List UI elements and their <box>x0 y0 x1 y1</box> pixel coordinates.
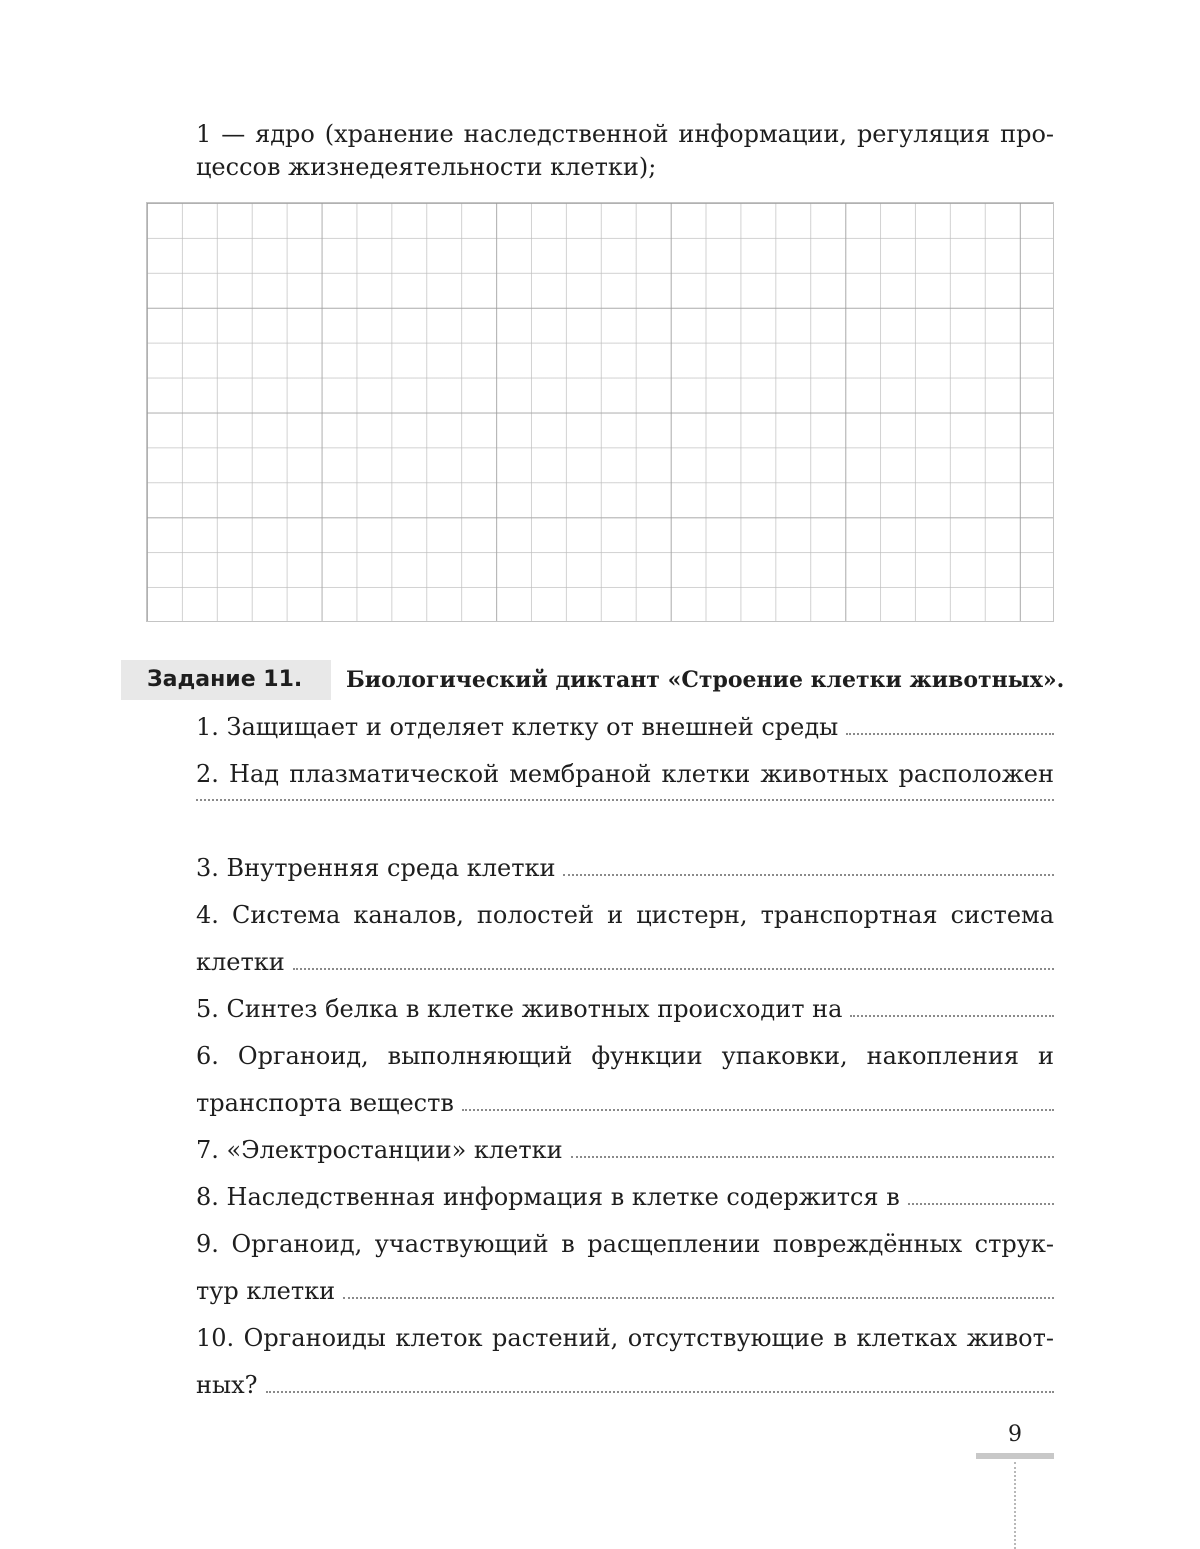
page-margin-rule <box>1014 1462 1016 1549</box>
question-6-text-a: 6. Органоид, выполняющий функции упаковки, накопления и <box>196 1042 1054 1070</box>
question-9-text-b: тур клетки <box>196 1277 336 1305</box>
question-10 <box>196 1315 1054 1409</box>
intro-line-1: 1 — ядро (хранение наследственной информации, регуляция про- <box>196 120 1054 148</box>
page-number: 9 <box>976 1417 1054 1459</box>
question-3-text: 3. Внутренняя среда клетки <box>196 854 556 882</box>
question-4-text-b: клетки <box>196 948 285 976</box>
answer-line-3[interactable] <box>563 873 1054 876</box>
task-title: Биологический диктант «Строение клетки животных». <box>346 667 1065 693</box>
question-1-text: 1. Защищает и отделяет клетку от внешней среды <box>196 713 839 741</box>
question-7 <box>196 1127 1054 1174</box>
answer-line-9[interactable] <box>343 1296 1054 1299</box>
task-badge: Задание 11. <box>121 660 331 700</box>
answer-line-10[interactable] <box>266 1390 1055 1393</box>
question-9 <box>196 1221 1054 1315</box>
question-5 <box>196 986 1054 1033</box>
question-1 <box>196 704 1054 751</box>
question-2 <box>196 751 1054 798</box>
question-4-text-a: 4. Система каналов, полостей и цистерн, транспортная система <box>196 901 1054 929</box>
intro-paragraph <box>196 118 1054 184</box>
drawing-grid[interactable] <box>146 202 1054 622</box>
answer-line-1[interactable] <box>846 732 1054 735</box>
answer-line-4[interactable] <box>293 967 1054 970</box>
question-10-text-a: 10. Органоиды клеток растений, отсутствующие в клетках живот- <box>196 1324 1054 1352</box>
answer-line-5[interactable] <box>850 1014 1054 1017</box>
question-6 <box>196 1033 1054 1127</box>
answer-line-2[interactable] <box>196 798 1054 801</box>
question-8-text: 8. Наследственная информация в клетке содержится в <box>196 1183 900 1211</box>
question-9-text-a: 9. Органоид, участвующий в расщеплении повреждённых струк- <box>196 1230 1054 1258</box>
answer-line-6[interactable] <box>462 1108 1054 1111</box>
question-10-text-b: ных? <box>196 1371 258 1399</box>
question-2-text: 2. Над плазматической мембраной клетки животных расположен <box>196 760 1054 788</box>
answer-line-7[interactable] <box>571 1155 1054 1158</box>
question-3 <box>196 845 1054 892</box>
question-7-text: 7. «Электростанции» клетки <box>196 1136 563 1164</box>
intro-line-2: цессов жизнедеятельности клетки); <box>196 153 657 181</box>
question-5-text: 5. Синтез белка в клетке животных происходит на <box>196 995 843 1023</box>
question-8 <box>196 1174 1054 1221</box>
question-2-answer <box>196 798 1054 801</box>
question-6-text-b: транспорта веществ <box>196 1089 454 1117</box>
answer-line-8[interactable] <box>908 1202 1054 1205</box>
question-4 <box>196 892 1054 986</box>
